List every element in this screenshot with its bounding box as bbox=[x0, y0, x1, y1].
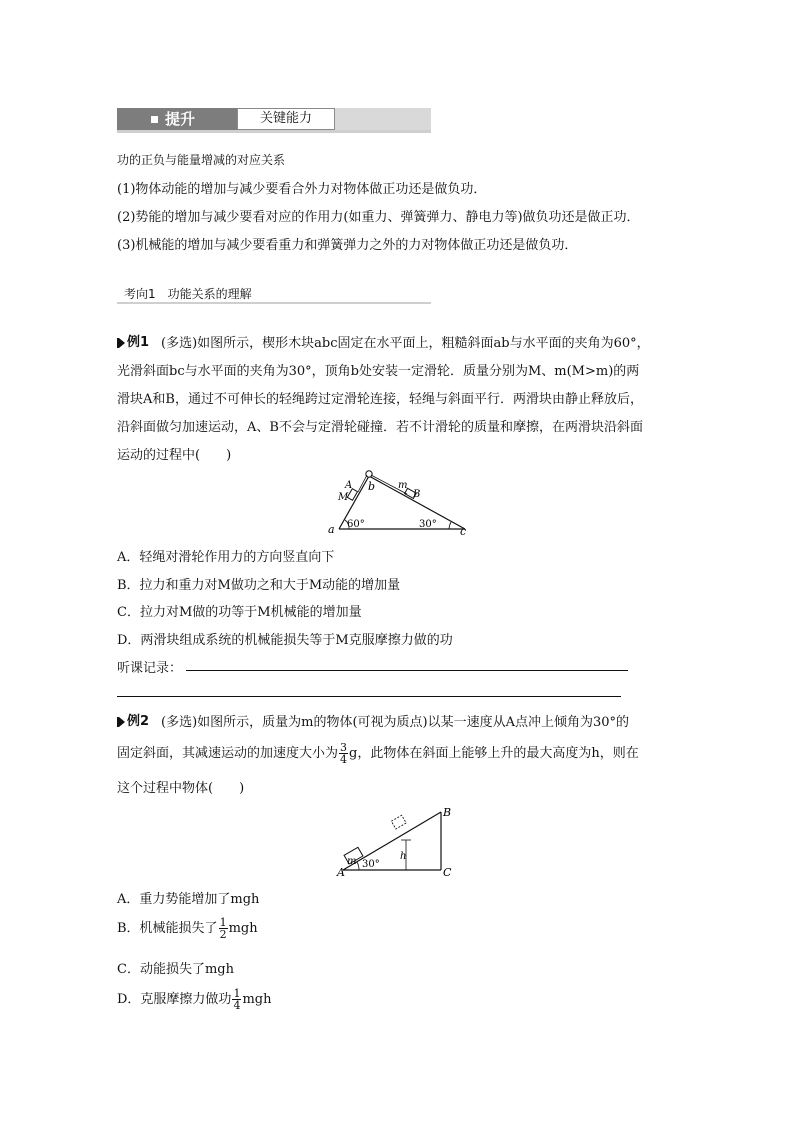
intro-point-3: (3)机械能的增加与减少要看重力和弹簧弹力之外的力对物体做正功还是做负功． bbox=[117, 238, 578, 253]
example2-line-2-post: g，此物体在斜面上能够上升的最大高度为h，则在 bbox=[349, 746, 639, 761]
section-title: 考向1 功能关系的理解 bbox=[124, 287, 252, 301]
example2-line-1: (多选)如图所示，质量为m的物体(可视为质点)以某一速度从A点冲上倾角为30°的 bbox=[161, 715, 630, 730]
fig2-label-m: m bbox=[347, 856, 357, 867]
example1-option-d: D．两滑块组成系统的机械能损失等于M克服摩擦力做的功 bbox=[117, 633, 453, 648]
note-label: 听课记录： bbox=[117, 661, 183, 676]
header-underline bbox=[117, 130, 431, 133]
example1-line-2: 光滑斜面bc与水平面的夹角为30°，顶角b处安装一定滑轮．质量分别为M、m(M>m)的两 bbox=[117, 364, 640, 379]
fig1-label-M: M bbox=[338, 492, 349, 503]
fig2-label-B: B bbox=[443, 806, 452, 819]
example2-line-3: 这个过程中物体( ) bbox=[117, 781, 245, 796]
example1-line-3: 滑块A和B，通过不可伸长的轻绳跨过定滑轮连接，轻绳与斜面平行．两滑块由静止释放后， bbox=[117, 392, 643, 407]
fig1-label-b: b bbox=[368, 480, 376, 493]
fig1-label-A: A bbox=[345, 480, 353, 491]
option-d-suffix: mgh bbox=[242, 992, 272, 1007]
example1-option-b: B．拉力和重力对M做功之和大于M动能的增加量 bbox=[117, 578, 401, 593]
fig1-angle-c: 30° bbox=[419, 519, 437, 530]
intro-heading: 功的正负与能量增减的对应关系 bbox=[117, 153, 286, 167]
fig1-label-c: c bbox=[460, 525, 467, 538]
fraction-denominator: 2 bbox=[219, 928, 227, 941]
fig1-angle-a: 60° bbox=[347, 519, 365, 530]
example2-option-b bbox=[117, 917, 258, 940]
example2-option-c bbox=[117, 958, 234, 977]
option-b-text: B．机械能损失了 bbox=[117, 921, 218, 936]
example1-tag: 例1 bbox=[127, 335, 150, 350]
fraction-numerator: 3 bbox=[340, 741, 348, 754]
fig1-label-B: B bbox=[413, 489, 421, 500]
fig2-label-C: C bbox=[443, 866, 452, 878]
example-marker-icon bbox=[117, 333, 125, 343]
fig1-label-m: m bbox=[398, 480, 408, 491]
square-bullet-icon bbox=[151, 116, 158, 123]
fraction-denominator: 4 bbox=[340, 753, 348, 766]
header-subtitle: 关键能力 bbox=[237, 108, 335, 130]
option-b-fraction bbox=[219, 917, 228, 940]
option-b-suffix: mgh bbox=[228, 921, 258, 936]
option-d-fraction bbox=[232, 988, 241, 1011]
example1-line-4: 沿斜面做匀加速运动，A、B不会与定滑轮碰撞．若不计滑轮的质量和摩擦，在两滑块沿斜面 bbox=[117, 420, 643, 435]
fraction-numerator: 1 bbox=[233, 987, 241, 1000]
example2-option-d bbox=[117, 988, 271, 1011]
example2-line-2-pre: 固定斜面，其减速运动的加速度大小为 bbox=[117, 746, 339, 761]
option-a-text: A．重力势能增加了mgh bbox=[117, 892, 260, 907]
note-line-2[interactable] bbox=[117, 696, 621, 697]
intro-point-2: (2)势能的增加与减少要看对应的作用力(如重力、弹簧弹力、静电力等)做负功还是做正功． bbox=[117, 210, 640, 225]
section-underline bbox=[117, 302, 431, 304]
example2-option-a bbox=[117, 888, 259, 907]
example1-line-1: (多选)如图所示，楔形木块abc固定在水平面上，粗糙斜面ab与水平面的夹角为60°， bbox=[161, 336, 650, 351]
example2-tag: 例2 bbox=[127, 714, 150, 729]
section-header bbox=[117, 104, 431, 134]
note-line-1[interactable] bbox=[186, 670, 628, 671]
fig1-label-a: a bbox=[328, 523, 335, 536]
header-title: 提升 bbox=[165, 110, 196, 128]
option-c-text: C．动能损失了mgh bbox=[117, 962, 234, 977]
fraction-denominator: 4 bbox=[233, 999, 241, 1012]
fig2-angle: 30° bbox=[362, 859, 380, 870]
example1-option-a: A．轻绳对滑轮作用力的方向竖直向下 bbox=[117, 550, 335, 565]
example-marker-icon bbox=[117, 712, 125, 722]
example2-figure bbox=[335, 804, 465, 878]
example1-figure bbox=[325, 466, 475, 538]
example1-option-c: C．拉力对M做的功等于M机械能的增加量 bbox=[117, 605, 362, 620]
example1-line-5: 运动的过程中( ) bbox=[117, 448, 232, 463]
intro-point-1: (1)物体动能的增加与减少要看合外力对物体做正功还是做负功． bbox=[117, 182, 487, 197]
fraction-numerator: 1 bbox=[219, 916, 227, 929]
fig2-label-A: A bbox=[337, 866, 345, 878]
example2-line-2 bbox=[117, 742, 639, 765]
fig2-label-h: h bbox=[400, 851, 407, 862]
option-d-text: D．克服摩擦力做功 bbox=[117, 992, 232, 1007]
accel-fraction bbox=[339, 742, 348, 765]
